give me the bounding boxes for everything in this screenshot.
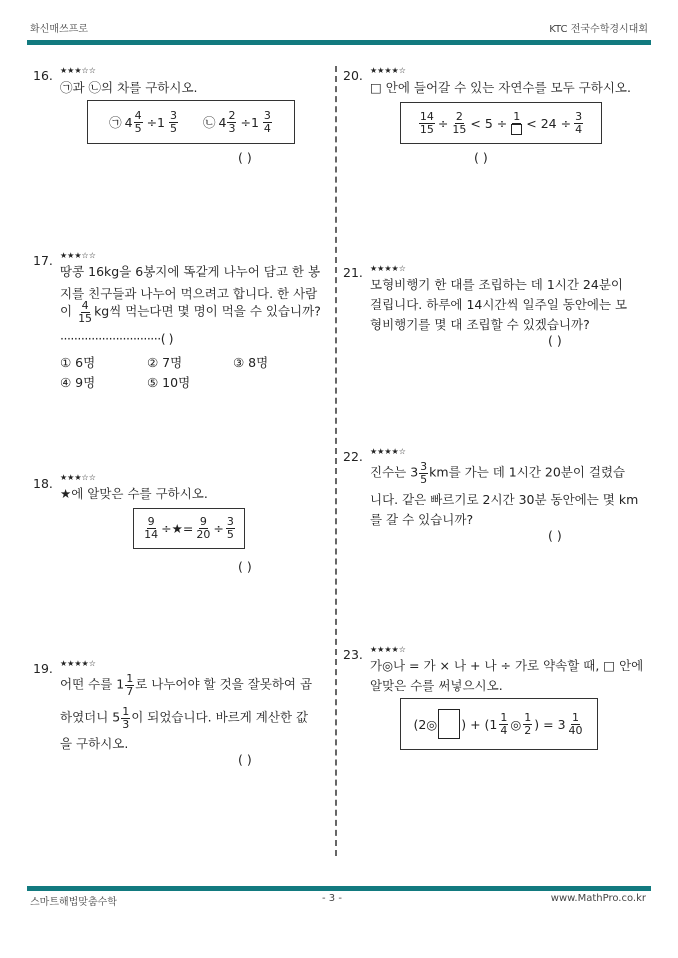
q20-op1: ÷ (437, 115, 449, 131)
q23-answer-box[interactable] (438, 709, 460, 739)
q17-answer-dots[interactable]: ·····························( ) (60, 331, 173, 346)
q20-frac4: $\frac{3}{4}$ (575, 109, 583, 136)
q17-choice-5[interactable]: ⑤ 10명 (147, 375, 191, 390)
q19-line1-pre: 어떤 수를 1 (60, 676, 125, 692)
q22-number: 22. (343, 449, 363, 464)
q16-b-whole: 4 (218, 114, 227, 130)
q20-frac-blank: 1 (510, 111, 523, 135)
q16-a-frac1: $\frac{4}{5}$ (134, 108, 142, 135)
footer-page-number: - 3 - (322, 893, 342, 904)
column-divider (335, 66, 337, 856)
q22-line2: 니다. 같은 빠르기로 2시간 30분 동안에는 몇 km (370, 492, 639, 507)
q23-expression-box (400, 698, 598, 750)
q23-expr-eq: ) = 3 (534, 716, 566, 732)
q23-expr-op: ◎ (510, 716, 522, 732)
q16-b-label: ㉡ (203, 115, 216, 130)
q22-line1 (370, 461, 625, 485)
q19-number: 19. (33, 661, 53, 676)
q17-line3-post: kg씩 먹는다면 몇 명이 먹을 수 있습니까? (94, 303, 321, 319)
q18-frac3: $\frac{3}{5}$ (226, 515, 234, 541)
q18-mid: ÷★= (161, 521, 194, 536)
q18-prompt: ★에 알맞은 수를 구하시오. (60, 486, 208, 501)
q17-fraction: $\frac{4}{15}$ (78, 299, 93, 325)
q21-difficulty-stars: ★★★★☆ (370, 264, 406, 273)
q18-frac2: $\frac{9}{20}$ (196, 515, 211, 541)
q23-difficulty-stars: ★★★★☆ (370, 645, 406, 654)
q19-fraction2: $\frac{1}{3}$ (122, 705, 130, 731)
q21-line1: 모형비행기 한 대를 조립하는 데 1시간 24분이 (370, 277, 623, 292)
q22-line1-post: km를 가는 데 1시간 20분이 걸렸습 (429, 464, 626, 480)
q16-b-frac2: $\frac{3}{4}$ (263, 108, 271, 135)
q20-blank-box[interactable] (511, 124, 522, 135)
q16-number: 16. (33, 68, 53, 83)
q17-choice-4[interactable]: ④ 9명 (60, 375, 96, 390)
q16-prompt: ㉠과 ㉡의 차를 구하시오. (60, 80, 198, 95)
q17-choice-2[interactable]: ② 7명 (147, 355, 183, 370)
q22-line1-pre: 진수는 3 (370, 464, 419, 480)
q17-line2: 지를 친구들과 나누어 먹으려고 합니다. 한 사람 (60, 286, 318, 301)
header-right-title: KTC 전국수학경시대회 (549, 24, 648, 35)
q23-expr-open: (2◎ (413, 716, 438, 732)
footer-left: 스마트해법맞춤수학 (30, 897, 117, 908)
q20-prompt: □ 안에 들어갈 수 있는 자연수를 모두 구하시오. (370, 80, 631, 95)
q23-number: 23. (343, 647, 363, 662)
q23-line2: 알맞은 수를 써넣으시오. (370, 678, 503, 693)
q19-line2-pre: 하였더니 5 (60, 709, 121, 725)
q18-expression-box (133, 508, 245, 549)
q22-line3: 를 갈 수 있습니까? (370, 512, 474, 527)
q23-frac2: $\frac{1}{2}$ (524, 710, 532, 737)
q16-b-operator: ÷1 (240, 114, 259, 130)
q17-number: 17. (33, 253, 53, 268)
q19-answer-blank[interactable]: ( ) (238, 752, 252, 767)
q19-line3: 을 구하시오. (60, 736, 129, 751)
q18-number: 18. (33, 476, 53, 491)
q21-line2: 걸립니다. 하루에 14시간씩 일주일 동안에는 모 (370, 297, 628, 312)
q19-line1-post: 로 나누어야 할 것을 잘못하여 곱 (135, 676, 313, 692)
q19-line2-post: 이 되었습니다. 바르게 계산한 값 (131, 709, 309, 725)
q16-a-operator: ÷1 (146, 114, 165, 130)
q18-frac1: $\frac{9}{14}$ (144, 515, 159, 541)
q17-line1: 땅콩 16kg을 6봉지에 똑같게 나누어 담고 한 봉 (60, 264, 321, 279)
q17-line3 (60, 300, 321, 324)
q16-a-label: ㉠ (109, 115, 122, 130)
q21-line3: 형비행기를 몇 대 조립할 수 있겠습니까? (370, 317, 590, 332)
q23-expr-mid: ) + (1 (461, 716, 498, 732)
q16-a-frac2: $\frac{3}{5}$ (170, 108, 177, 135)
q17-choice-3[interactable]: ③ 8명 (233, 355, 269, 370)
q20-answer-blank[interactable]: ( ) (474, 150, 488, 165)
q20-difficulty-stars: ★★★★☆ (370, 66, 406, 75)
q20-op3: < 24 ÷ (526, 115, 572, 131)
q19-line1 (60, 673, 312, 697)
q19-line2 (60, 706, 308, 730)
q21-number: 21. (343, 265, 363, 280)
q20-frac2: $\frac{2}{15}$ (452, 109, 467, 136)
q16-a-whole: 4 (124, 114, 133, 130)
q16-answer-blank[interactable]: ( ) (238, 150, 252, 165)
q20-expression-box (400, 102, 602, 144)
q16-expression-box (87, 100, 295, 144)
q19-fraction1: $\frac{1}{7}$ (126, 672, 134, 698)
header-rule (27, 40, 651, 45)
q23-line1: 가◎나 = 가 × 나 + 나 ÷ 가로 약속할 때, □ 안에 (370, 658, 644, 673)
q22-answer-blank[interactable]: ( ) (548, 528, 562, 543)
q18-difficulty-stars: ★★★☆☆ (60, 473, 96, 482)
q20-frac1: $\frac{14}{15}$ (419, 109, 434, 136)
q16-b-frac1: $\frac{2}{3}$ (228, 108, 236, 135)
footer-url[interactable]: www.MathPro.co.kr (550, 893, 646, 904)
q19-difficulty-stars: ★★★★☆ (60, 659, 96, 668)
q23-frac1: $\frac{1}{4}$ (500, 710, 508, 737)
q17-line3-pre: 이 (60, 303, 73, 319)
footer-rule (27, 886, 651, 891)
q20-number: 20. (343, 68, 363, 83)
q22-fraction: $\frac{3}{5}$ (420, 460, 428, 486)
q21-answer-blank[interactable]: ( ) (548, 333, 562, 348)
header-left-title: 화신매쓰프로 (30, 24, 88, 35)
q17-difficulty-stars: ★★★☆☆ (60, 251, 96, 260)
q18-operator: ÷ (213, 521, 224, 536)
q23-frac3: $\frac{1}{40}$ (568, 710, 583, 737)
q22-difficulty-stars: ★★★★☆ (370, 447, 406, 456)
q18-answer-blank[interactable]: ( ) (238, 559, 252, 574)
q16-difficulty-stars: ★★★☆☆ (60, 66, 96, 75)
q20-mid: < 5 ÷ (470, 115, 508, 131)
q17-choice-1[interactable]: ① 6명 (60, 355, 96, 370)
